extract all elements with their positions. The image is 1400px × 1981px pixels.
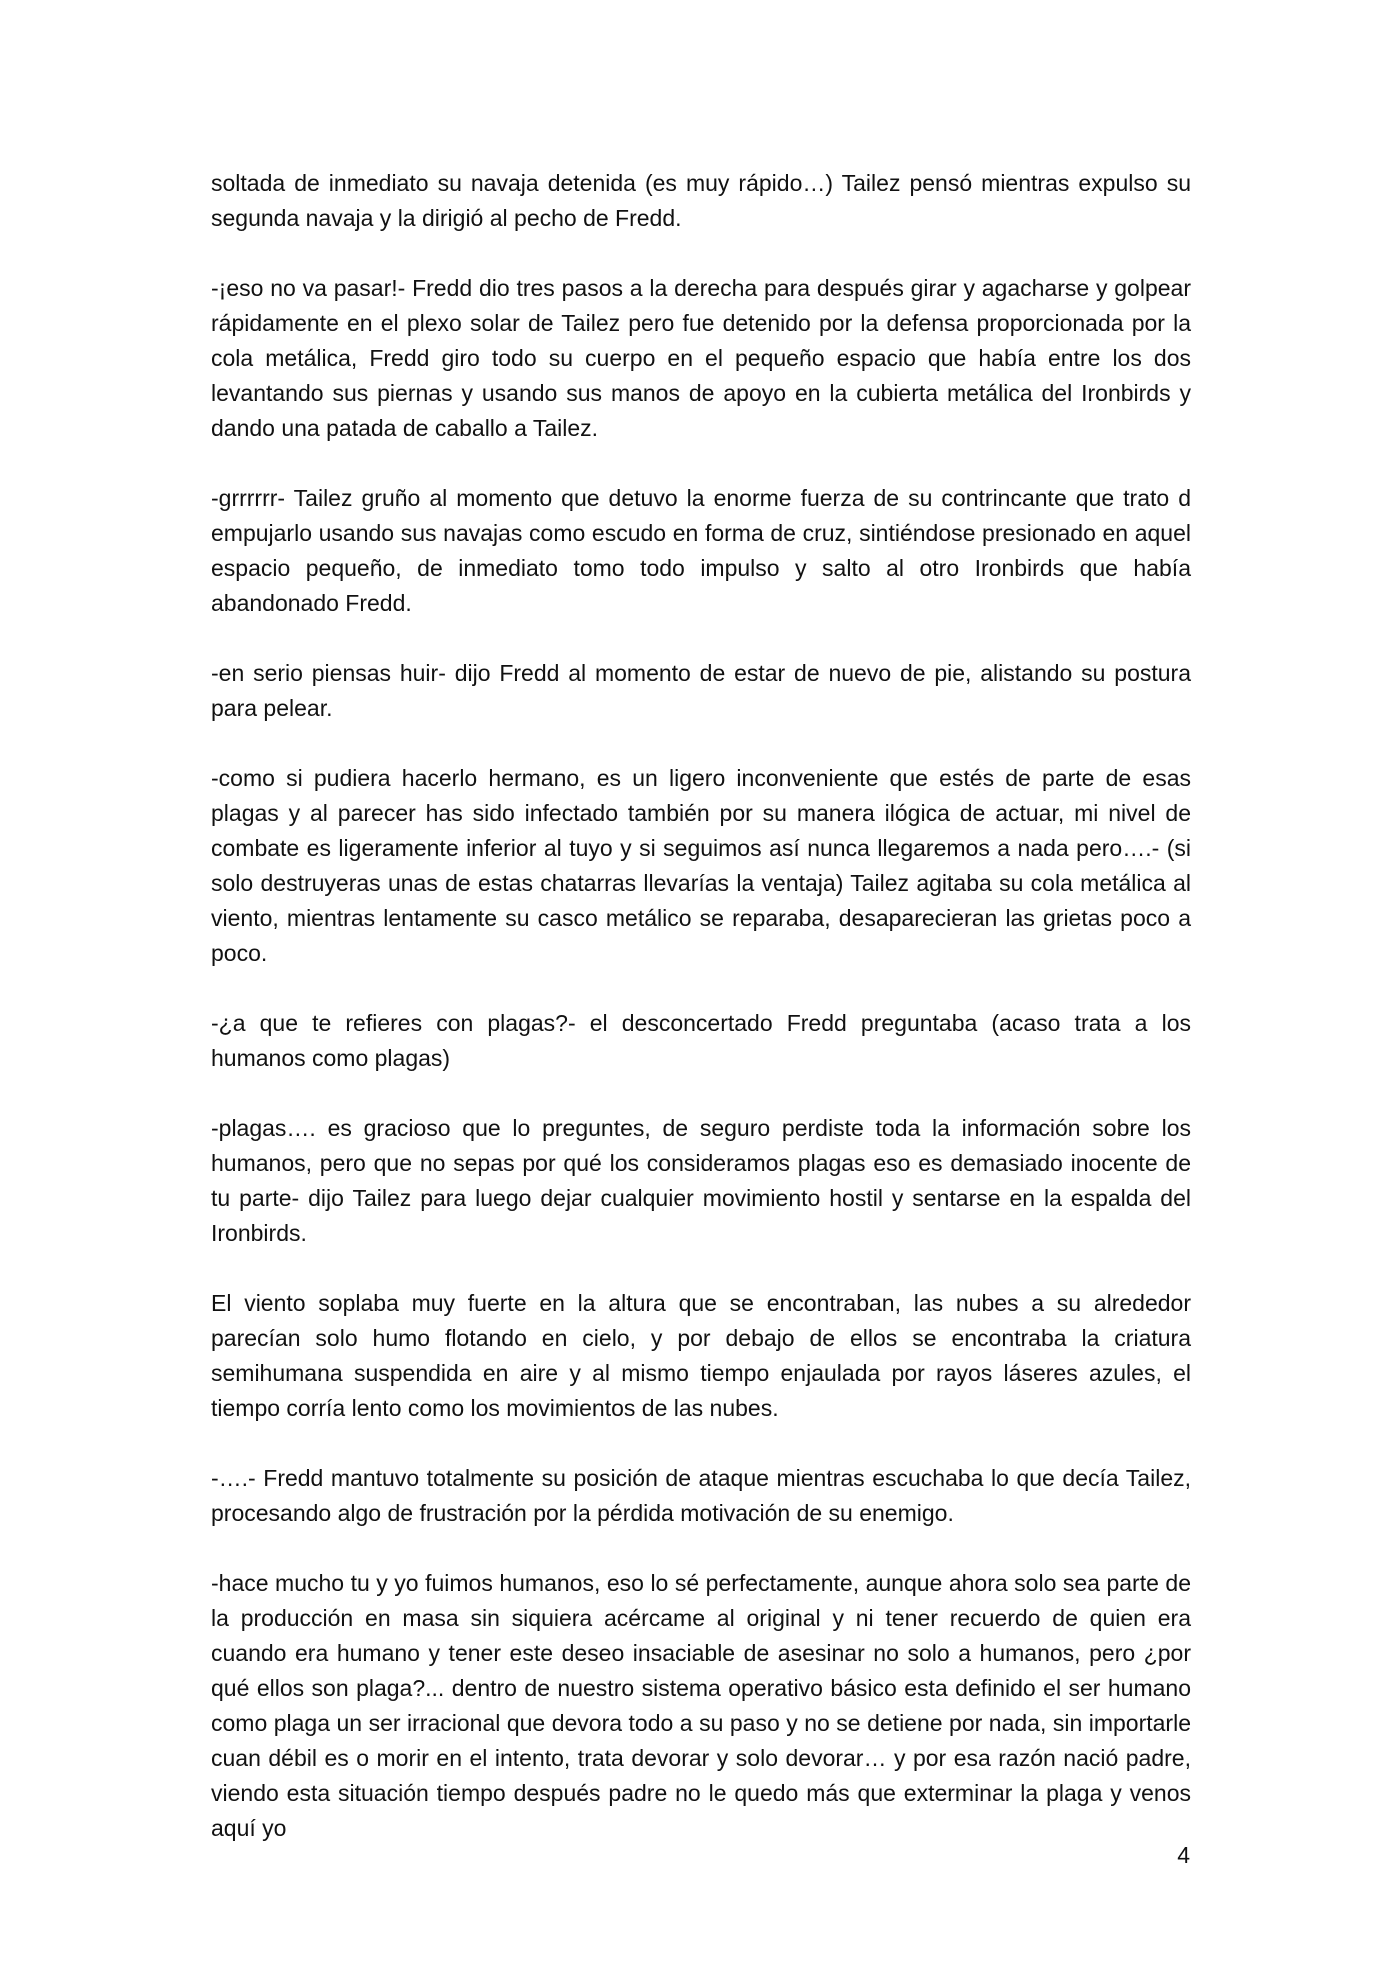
body-text [211,166,1191,1846]
paragraph-2: -¡eso no va pasar!- Fredd dio tres pasos a la derecha para después girar y agacharse y golpear rápidamente en el plexo solar de Tailez pero fue detenido por la defensa proporcionada por la cola metálica, Fredd giro todo su cuerpo en el pequeño espacio que había entre los dos levantando sus piernas y usando sus manos de apoyo en la cubierta metálica del Ironbirds y dando una patada de caballo a Tailez. [211,275,1191,441]
paragraph-4: -en serio piensas huir- dijo Fredd al momento de estar de nuevo de pie, alistando su postura para pelear. [211,660,1191,721]
paragraph-8: El viento soplaba muy fuerte en la altura que se encontraban, las nubes a su alrededor parecían solo humo flotando en cielo, y por debajo de ellos se encontraba la criatura semihumana suspendida en aire y al mismo tiempo enjaulada por rayos láseres azules, el tiempo corría lento como los movimientos de las nubes. [211,1290,1191,1421]
paragraph-10: -hace mucho tu y yo fuimos humanos, eso lo sé perfectamente, aunque ahora solo sea parte de la producción en masa sin siquiera acércame al original y ni tener recuerdo de quien era cuando era humano y tener este deseo insaciable de asesinar no solo a humanos, pero ¿por qué ellos son plaga?... dentro de nuestro sistema operativo básico esta definido el ser humano como plaga un ser irracional que devora todo a su paso y no se detiene por nada, sin importarle cuan débil es o morir en el intento, trata devorar y solo devorar… y por esa razón nació padre, viendo esta situación tiempo después padre no le quedo más que exterminar la plaga y venos aquí yo [211,1570,1191,1841]
paragraph-6: -¿a que te refieres con plagas?- el desconcertado Fredd preguntaba (acaso trata a los humanos como plagas) [211,1010,1191,1071]
page-number: 4 [1177,1842,1190,1868]
paragraph-7: -plagas…. es gracioso que lo preguntes, de seguro perdiste toda la información sobre los humanos, pero que no sepas por qué los consideramos plagas eso es demasiado inocente de tu parte- dijo Tailez para luego dejar cualquier movimiento hostil y sentarse en la espalda del Ironbirds. [211,1115,1191,1246]
paragraph-1: soltada de inmediato su navaja detenida (es muy rápido…) Tailez pensó mientras expulso su segunda navaja y la dirigió al pecho de Fredd. [211,170,1191,231]
paragraph-9: -….- Fredd mantuvo totalmente su posición de ataque mientras escuchaba lo que decía Tailez, procesando algo de frustración por la pérdida motivación de su enemigo. [211,1465,1191,1526]
paragraph-5: -como si pudiera hacerlo hermano, es un ligero inconveniente que estés de parte de esas plagas y al parecer has sido infectado también por su manera ilógica de actuar, mi nivel de combate es ligeramente inferior al tuyo y si seguimos así nunca llegaremos a nada pero….- (si solo destruyeras unas de estas chatarras llevarías la ventaja) Tailez agitaba su cola metálica al viento, mientras lentamente su casco metálico se reparaba, desaparecieran las grietas poco a poco. [211,765,1191,966]
paragraph-3: -grrrrrr- Tailez gruño al momento que detuvo la enorme fuerza de su contrincante que trato d empujarlo usando sus navajas como escudo en forma de cruz, sintiéndose presionado en aquel espacio pequeño, de inmediato tomo todo impulso y salto al otro Ironbirds que había abandonado Fredd. [211,485,1191,616]
